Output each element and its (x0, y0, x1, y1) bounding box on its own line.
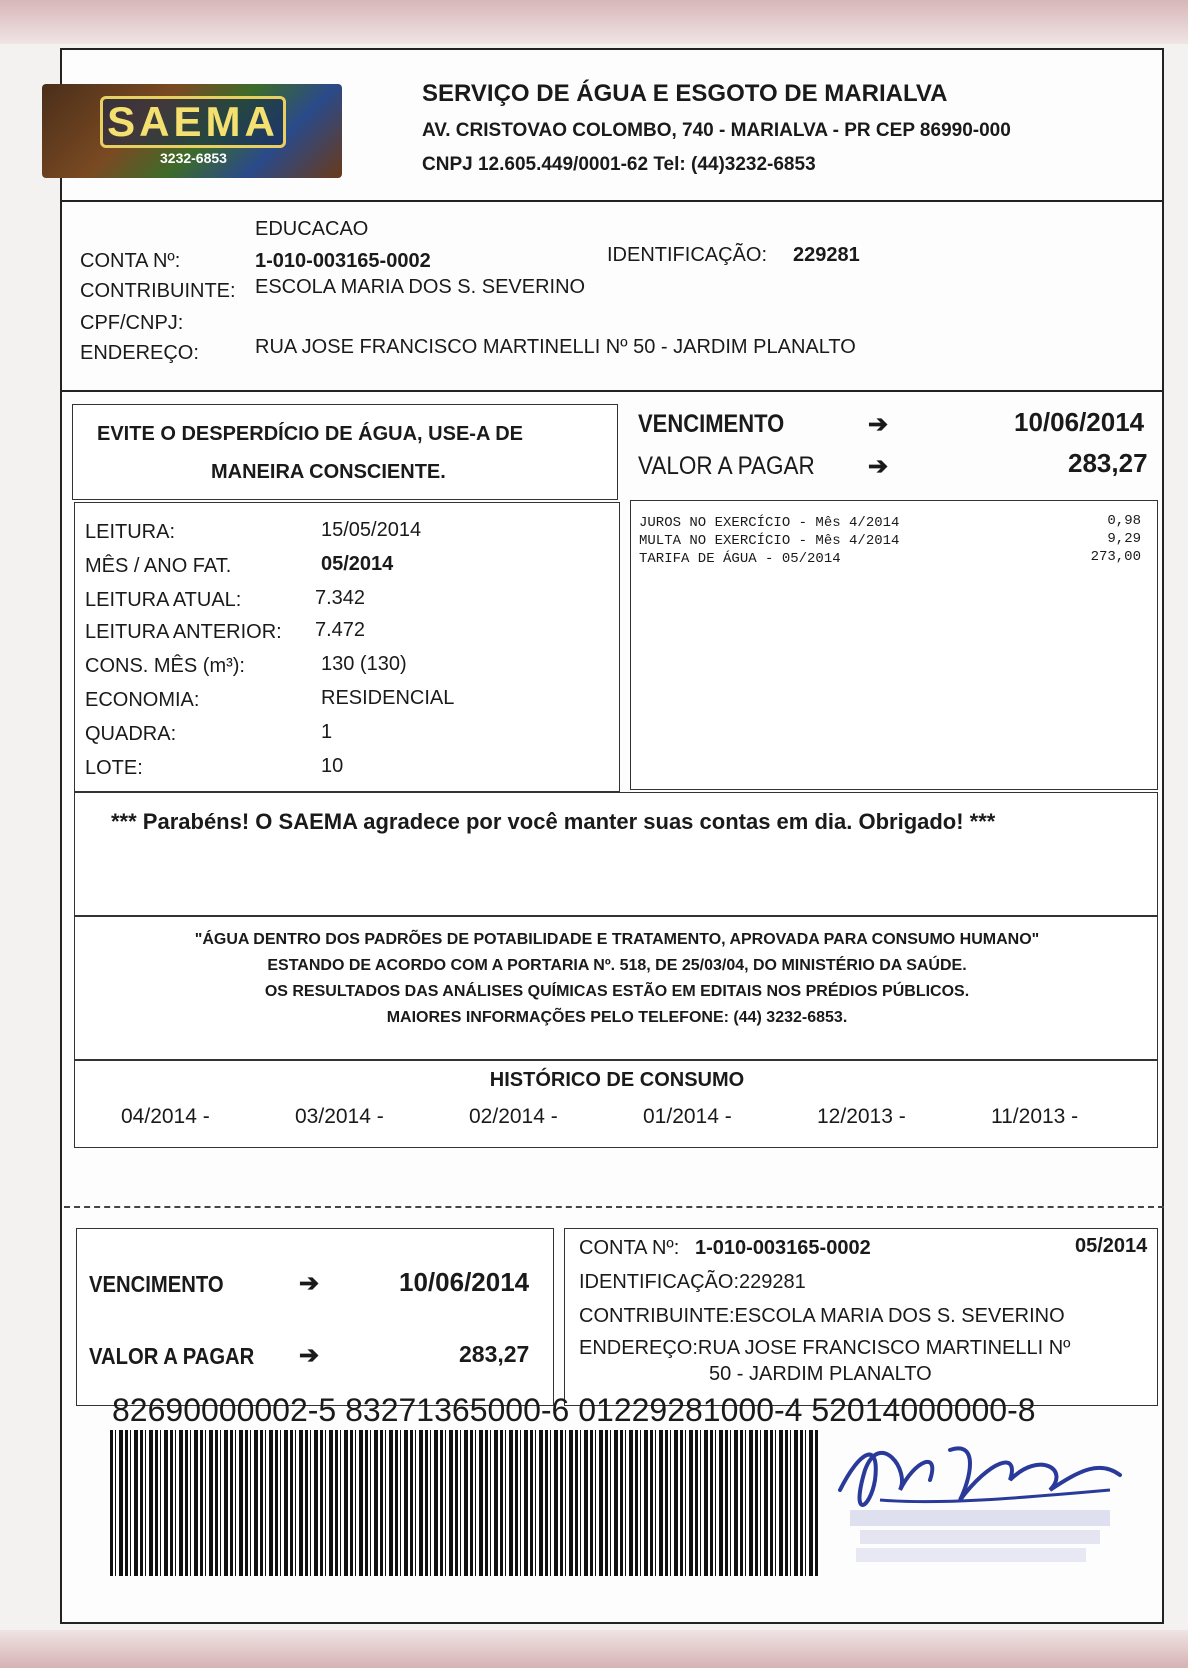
stub-conta-value: 1-010-003165-0002 (695, 1237, 871, 1259)
quality-line1: "ÁGUA DENTRO DOS PADRÕES DE POTABILIDADE E TRATAMENTO, APROVADA PARA CONSUMO HUMANO" (194, 931, 1040, 948)
charge-value: 273,00 (1090, 549, 1141, 565)
leitura-value: 15/05/2014 (321, 519, 422, 541)
stub-endereco: ENDEREÇO:RUA JOSE FRANCISCO MARTINELLI Nº (579, 1337, 1071, 1359)
stub-identificacao: IDENTIFICAÇÃO:229281 (579, 1271, 806, 1293)
conta-value: 1-010-003165-0002 (255, 250, 431, 272)
stub-account-box (564, 1228, 1158, 1406)
logo-text: SAEMA (100, 96, 286, 148)
history-month: 01/2014 - (643, 1105, 732, 1128)
stub-valor-label: VALOR A PAGAR (89, 1343, 255, 1369)
cons-value: 130 (130) (321, 653, 407, 675)
stub-endereco-cont: 50 - JARDIM PLANALTO (709, 1363, 932, 1385)
signature-stamp (820, 1410, 1140, 1570)
stub-period: 05/2014 (1075, 1235, 1148, 1257)
atual-value: 7.342 (315, 587, 366, 609)
contribuinte-value: ESCOLA MARIA DOS S. SEVERINO (255, 276, 586, 298)
history-month: 04/2014 - (121, 1105, 210, 1128)
charges-box (630, 500, 1158, 790)
quality-line4: MAIORES INFORMAÇÕES PELO TELEFONE: (44) 3232-6853. (386, 1009, 848, 1026)
mes-label: MÊS / ANO FAT. (85, 555, 232, 577)
charge-value: 0,98 (1107, 513, 1141, 529)
header-divider (60, 200, 1164, 202)
history-month: 12/2013 - (817, 1105, 906, 1128)
stub-valor-value: 283,27 (459, 1341, 530, 1367)
valor-value: 283,27 (1068, 448, 1148, 478)
quality-line3: OS RESULTADOS DAS ANÁLISES QUÍMICAS ESTÃO EM EDITAIS NOS PRÉDIOS PÚBLICOS. (264, 983, 970, 1000)
conta-label: CONTA Nº: (80, 250, 181, 272)
vencimento-value: 10/06/2014 (1014, 407, 1145, 437)
barcode (110, 1430, 820, 1576)
quality-line2: ESTANDO DE ACORDO COM A PORTARIA Nº. 518, DE 25/03/04, DO MINISTÉRIO DA SAÚDE. (267, 957, 967, 974)
account-category: EDUCACAO (255, 218, 369, 240)
mes-value: 05/2014 (321, 553, 394, 575)
notice-line1: EVITE O DESPERDÍCIO DE ÁGUA, USE-A DE (97, 423, 523, 445)
saema-logo (42, 84, 342, 178)
scan-edge-top (0, 0, 1188, 44)
reading-box (74, 502, 620, 792)
leitura-label: LEITURA: (85, 521, 176, 543)
notice-box (72, 404, 618, 500)
charge-desc: MULTA NO EXERCÍCIO - Mês 4/2014 (639, 533, 900, 549)
lote-label: LOTE: (85, 757, 143, 779)
stub-due-box (76, 1228, 554, 1406)
history-box (74, 1060, 1158, 1148)
notice-line2: MANEIRA CONSCIENTE. (211, 461, 446, 483)
anterior-value: 7.472 (315, 619, 366, 641)
arrow-icon: ➔ (299, 1270, 320, 1297)
quadra-label: QUADRA: (85, 723, 177, 745)
identificacao-label: IDENTIFICAÇÃO: (607, 244, 768, 266)
vencimento-label: VENCIMENTO (638, 410, 785, 438)
thanks-message: *** Parabéns! O SAEMA agradece por você manter suas contas em dia. Obrigado! *** (111, 809, 996, 834)
charge-value: 9,29 (1107, 531, 1141, 547)
anterior-label: LEITURA ANTERIOR: (85, 621, 282, 643)
identificacao-value: 229281 (793, 244, 860, 266)
economia-label: ECONOMIA: (85, 689, 200, 711)
history-month: 03/2014 - (295, 1105, 384, 1128)
lote-value: 10 (321, 755, 344, 777)
economia-value: RESIDENCIAL (321, 687, 455, 709)
history-month: 02/2014 - (469, 1105, 558, 1128)
logo-phone: 3232-6853 (160, 150, 227, 166)
valor-label: VALOR A PAGAR (638, 452, 815, 480)
charge-desc: TARIFA DE ÁGUA - 05/2014 (639, 551, 841, 567)
company-address: AV. CRISTOVAO COLOMBO, 740 - MARIALVA - PR CEP 86990-000 (422, 120, 1011, 141)
thanks-box (74, 792, 1158, 916)
quadra-value: 1 (321, 721, 333, 743)
arrow-icon: ➔ (299, 1342, 320, 1369)
cons-label: CONS. MÊS (m³): (85, 655, 245, 677)
history-month: 11/2013 - (991, 1105, 1079, 1128)
company-cnpj: CNPJ 12.605.449/0001-62 Tel: (44)3232-6853 (422, 154, 816, 175)
stub-contribuinte: CONTRIBUINTE:ESCOLA MARIA DOS S. SEVERINO (579, 1305, 1065, 1327)
scan-edge-bottom (0, 1630, 1188, 1668)
cpf-label: CPF/CNPJ: (80, 312, 184, 334)
endereco-value: RUA JOSE FRANCISCO MARTINELLI Nº 50 - JARDIM PLANALTO (255, 336, 856, 358)
barcode-digits: 82690000002-5 83271365000-6 01229281000-4 52014000000-8 (112, 1392, 1036, 1428)
account-divider (60, 390, 1164, 392)
arrow-icon: ➔ (868, 411, 889, 438)
company-title: SERVIÇO DE ÁGUA E ESGOTO DE MARIALVA (422, 80, 948, 107)
contribuinte-label: CONTRIBUINTE: (80, 280, 236, 302)
quality-box (74, 916, 1158, 1060)
history-title: HISTÓRICO DE CONSUMO (489, 1069, 745, 1091)
charge-desc: JUROS NO EXERCÍCIO - Mês 4/2014 (639, 515, 900, 531)
tear-line (64, 1206, 1164, 1208)
stub-vencimento-label: VENCIMENTO (89, 1271, 224, 1297)
arrow-icon: ➔ (868, 453, 889, 480)
atual-label: LEITURA ATUAL: (85, 589, 242, 611)
stub-vencimento-value: 10/06/2014 (399, 1267, 530, 1297)
endereco-label: ENDEREÇO: (80, 342, 199, 364)
stub-conta-label: CONTA Nº: (579, 1237, 680, 1259)
